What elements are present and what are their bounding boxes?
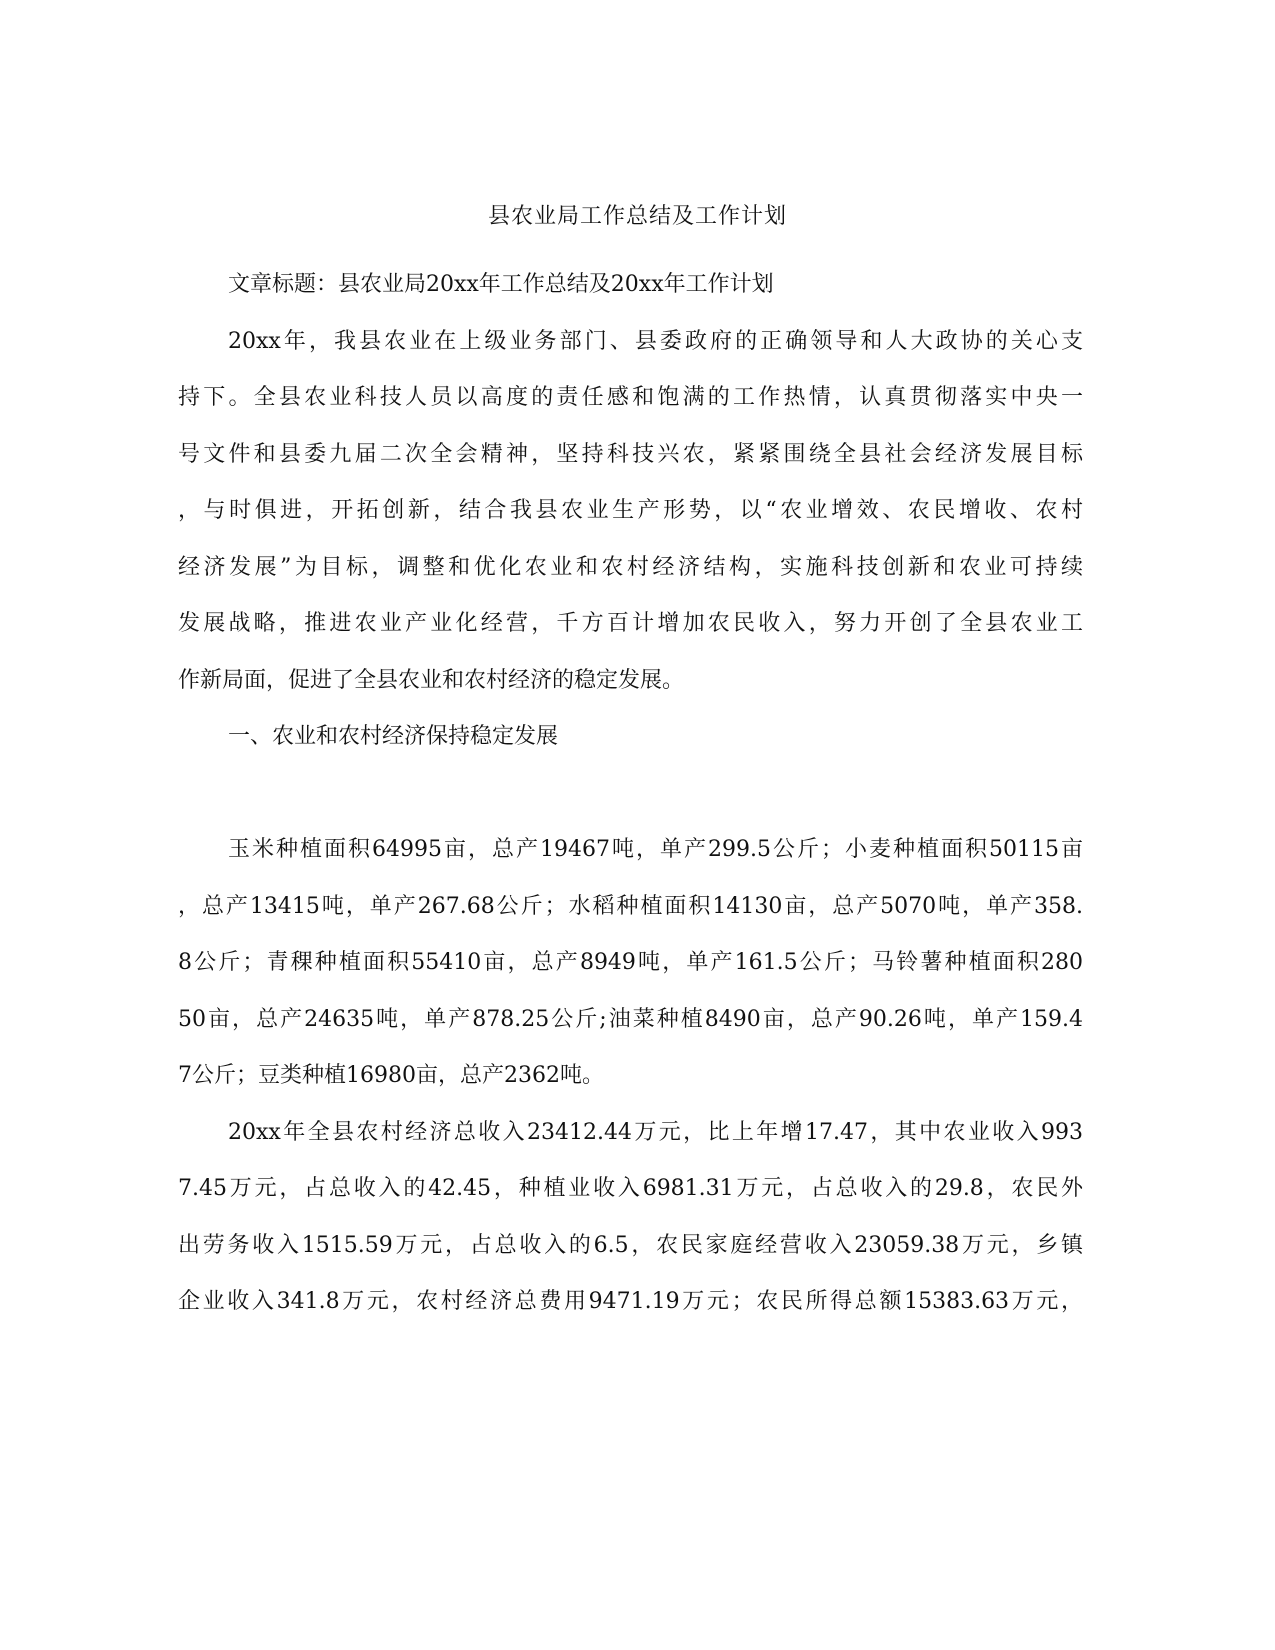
crops-line: 50亩，总产24635吨，单产878.25公斤;油菜种植8490亩，总产90.26吨，单产159.4 — [178, 1007, 1083, 1032]
income-line: 20xx年全县农村经济总收入23412.44万元，比上年增17.47，其中农业收入993 — [228, 1120, 1083, 1145]
intro-line: 持下。全县农业科技人员以高度的责任感和饱满的工作热情，认真贯彻落实中央一 — [178, 385, 1083, 410]
income-line: 7.45万元，占总收入的42.45，种植业收入6981.31万元，占总收入的29.8，农民外 — [178, 1176, 1083, 1201]
crops-line: 7公斤；豆类种植16980亩，总产2362吨。 — [178, 1063, 604, 1088]
article-label-line: 文章标题：县农业局20xx年工作总结及20xx年工作计划 — [228, 272, 774, 297]
intro-line: 经济发展”为目标，调整和优化农业和农村经济结构，实施科技创新和农业可持续 — [178, 555, 1083, 580]
document-title: 县农业局工作总结及工作计划 — [487, 204, 787, 229]
income-line: 出劳务收入1515.59万元，占总收入的6.5，农民家庭经营收入23059.38万元，乡镇 — [178, 1233, 1083, 1258]
intro-line: 发展战略，推进农业产业化经营，千方百计增加农民收入，努力开创了全县农业工 — [178, 611, 1083, 636]
intro-line: ，与时俱进，开拓创新，结合我县农业生产形势，以“农业增效、农民增收、农村 — [178, 498, 1083, 523]
crops-line: 玉米种植面积64995亩，总产19467吨，单产299.5公斤；小麦种植面积50115亩 — [228, 837, 1083, 862]
crops-line: 8公斤；青稞种植面积55410亩，总产8949吨，单产161.5公斤；马铃薯种植面积280 — [178, 950, 1083, 975]
crops-line: ，总产13415吨，单产267.68公斤；水稻种植面积14130亩，总产5070吨，单产358. — [178, 894, 1083, 919]
income-line: 企业收入341.8万元，农村经济总费用9471.19万元；农民所得总额15383.63万元， — [178, 1289, 1083, 1314]
intro-line: 号文件和县委九届二次全会精神，坚持科技兴农，紧紧围绕全县社会经济发展目标 — [178, 442, 1083, 467]
intro-line: 20xx年，我县农业在上级业务部门、县委政府的正确领导和人大政协的关心支 — [228, 329, 1083, 354]
intro-line: 作新局面，促进了全县农业和农村经济的稳定发展。 — [178, 668, 685, 693]
section-heading: 一、农业和农村经济保持稳定发展 — [228, 724, 559, 749]
